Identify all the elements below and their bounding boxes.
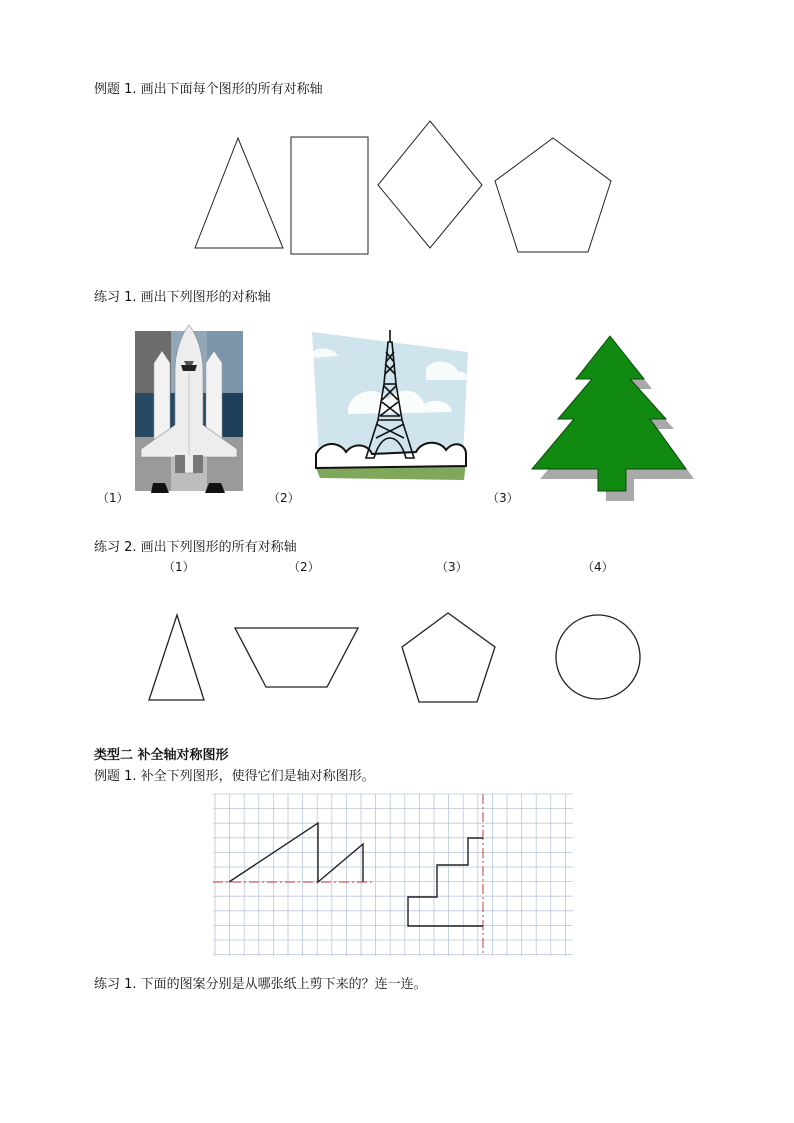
practice1-label-3: （3） bbox=[487, 491, 519, 505]
example1-title: 例题 1. 画出下面每个图形的所有对称轴 bbox=[94, 82, 323, 97]
circle-shape bbox=[556, 615, 640, 699]
practice2-label-1: （1） bbox=[163, 560, 195, 574]
type2-example1: 例题 1. 补全下列图形，使得它们是轴对称图形。 bbox=[94, 769, 375, 784]
practice2-title: 练习 2. 画出下列图形的所有对称轴 bbox=[94, 540, 297, 555]
practice2-label-4: （4） bbox=[582, 560, 614, 574]
practice1-label-2: （2） bbox=[268, 491, 300, 505]
trapezoid-shape bbox=[235, 628, 358, 687]
practice1-title: 练习 1. 画出下列图形的对称轴 bbox=[94, 290, 271, 305]
isosceles-triangle-shape bbox=[149, 615, 204, 700]
practice2-label-2: （2） bbox=[288, 560, 320, 574]
practice2-label-3: （3） bbox=[436, 560, 468, 574]
pentagon-shape-2 bbox=[402, 613, 495, 702]
symmetry-grid bbox=[213, 794, 573, 956]
type2-heading: 类型二 补全轴对称图形 bbox=[94, 748, 229, 763]
practice1-label-1: （1） bbox=[97, 491, 129, 505]
practice3-title: 练习 1. 下面的图案分别是从哪张纸上剪下来的？连一连。 bbox=[94, 977, 427, 992]
